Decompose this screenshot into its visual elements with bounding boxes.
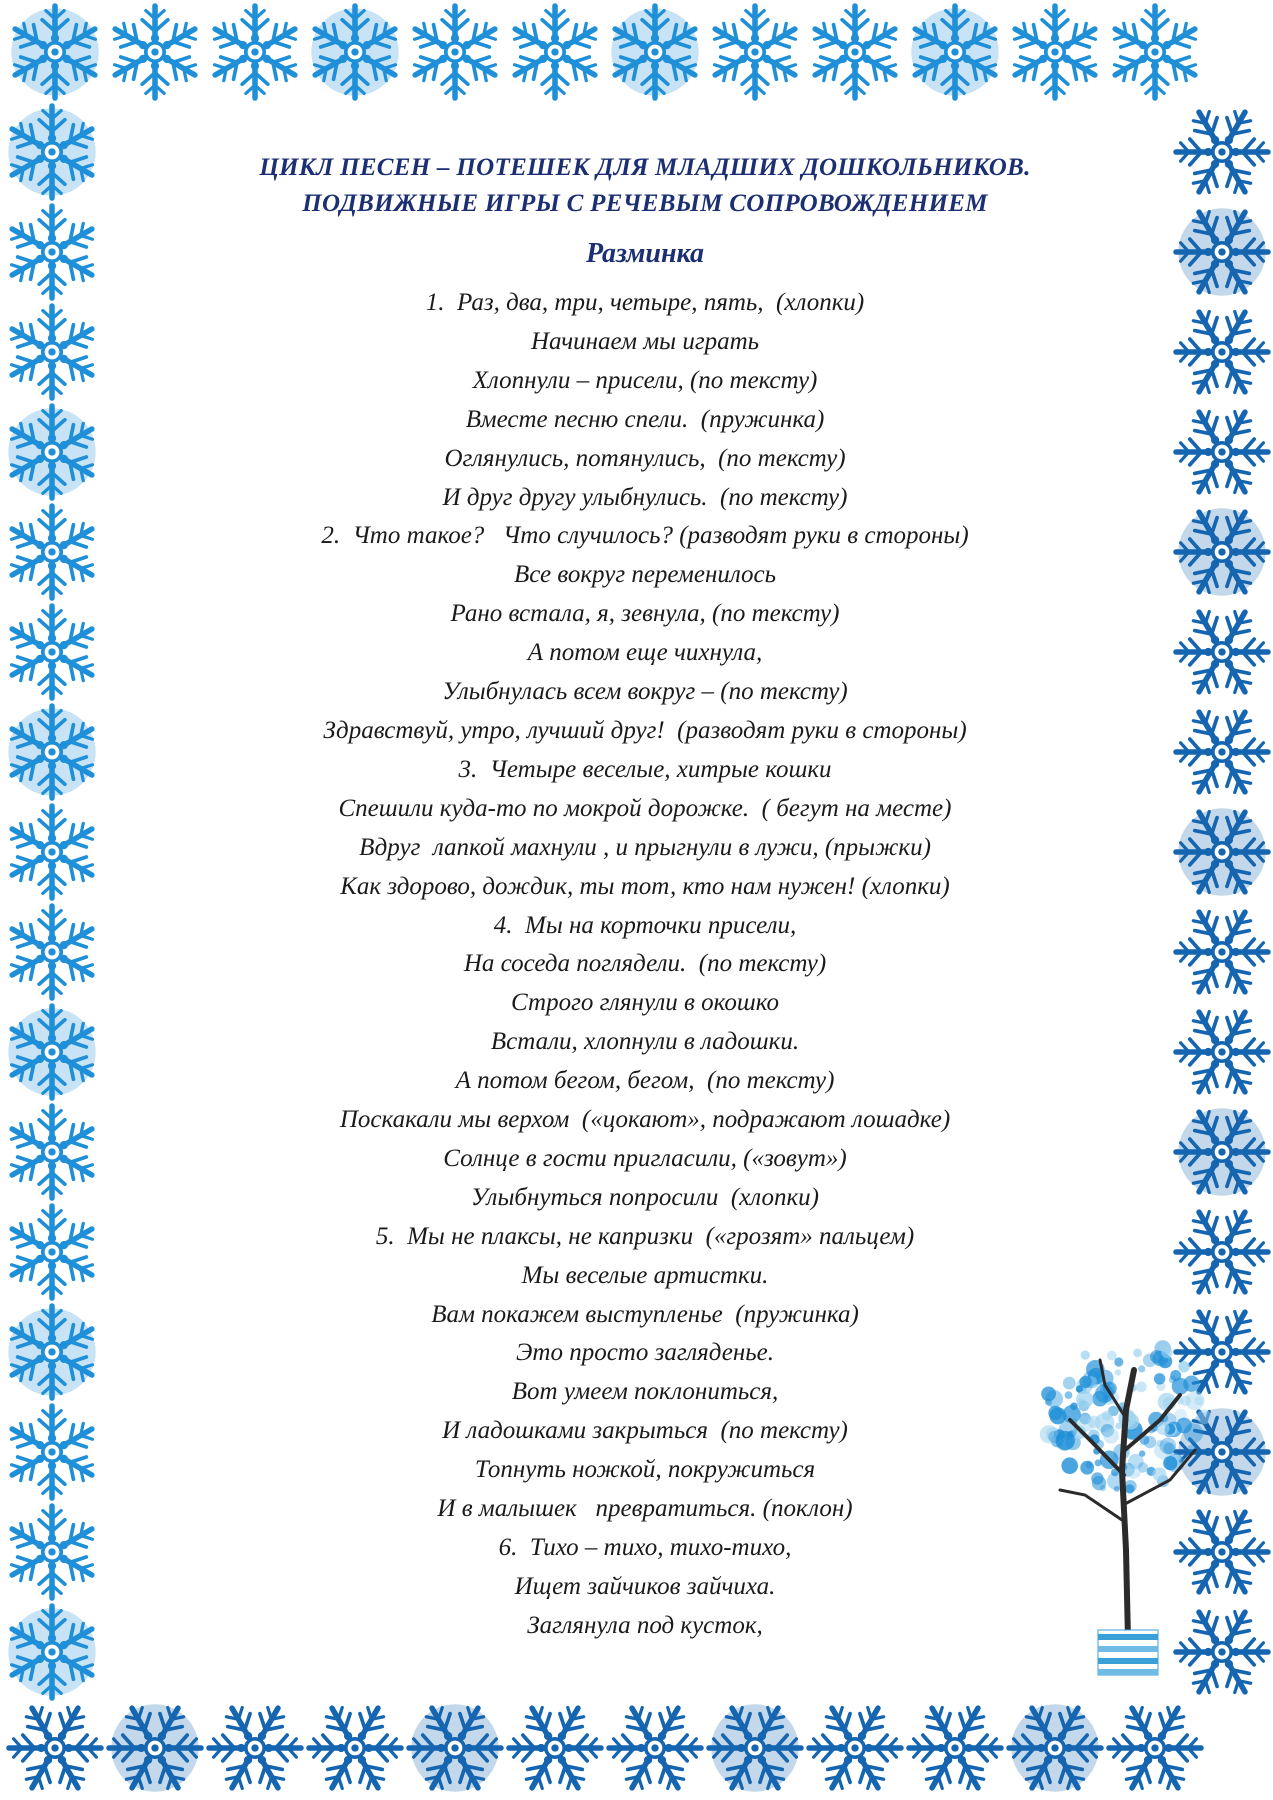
poem-line: И ладошками закрыться (по тексту)	[442, 1417, 848, 1445]
poem-line: На соседа поглядели. (по тексту)	[463, 950, 827, 978]
snowflake-icon	[6, 806, 99, 898]
snowflake-icon	[309, 6, 402, 98]
poem-line: Здравствуй, утро, лучший друг! (разводят руки в стороны)	[323, 716, 967, 744]
poem-line: Это просто загляденье.	[516, 1339, 774, 1367]
snowflake-icon	[9, 1702, 101, 1795]
poem-line: Вдруг лапкой махнули , и прыгнули в лужи, (прыжки)	[359, 833, 931, 861]
snowflake-icon	[709, 1702, 801, 1795]
poem-line: 5. Мы не плаксы, не капризки («грозят» пальцем)	[375, 1222, 915, 1250]
poem-line: И в малышек превратиться. (поклон)	[437, 1495, 853, 1523]
poem-line: Мы веселые артистки.	[521, 1261, 769, 1289]
poem-line: Хлопнули – присели, (по тексту)	[472, 366, 818, 394]
poem-line: Все вокруг переменилось	[513, 561, 777, 589]
snowflake-icon	[6, 606, 99, 698]
snowflake-icon	[209, 6, 302, 98]
poem-line: Оглянулись, потянулись, (по тексту)	[444, 444, 846, 472]
poem-line: Встали, хлопнули в ладошки.	[490, 1028, 800, 1056]
poem-line: Рано встала, я, зевнула, (по тексту)	[450, 600, 840, 628]
snowflake-icon	[1176, 1006, 1268, 1099]
poem-line: Ищет зайчиков зайчиха.	[514, 1572, 776, 1600]
poem-line: Солнце в гости пригласили, («зовут»)	[443, 1144, 847, 1172]
poem-line: Заглянула под кусток,	[527, 1611, 763, 1639]
snowflake-icon	[1109, 6, 1202, 98]
poem-line: 2. Что такое? Что случилось? (разводят руки в стороны)	[321, 522, 969, 550]
poem-line: 6. Тихо – тихо, тихо-тихо,	[498, 1534, 792, 1561]
snowflake-icon	[6, 906, 99, 998]
poem-line: Вам покажем выступленье (пружинка)	[431, 1300, 859, 1328]
snowflake-icon	[9, 6, 102, 98]
snowflake-icon	[1109, 1702, 1201, 1795]
snowflake-icon	[6, 206, 99, 298]
poem-line: Улыбнулась всем вокруг – (по тексту)	[442, 678, 848, 706]
snowflake-icon	[809, 6, 902, 98]
snowflake-icon	[909, 6, 1002, 98]
snowflake-icon	[1009, 6, 1102, 98]
snowflake-icon	[309, 1702, 401, 1795]
snowflake-icon	[1176, 606, 1268, 699]
snowflake-icon	[709, 6, 802, 98]
snowflake-icon	[6, 306, 99, 398]
poem-line: 4. Мы на корточки присели,	[493, 911, 797, 939]
snowflake-icon	[1176, 306, 1268, 399]
snowflake-icon	[1176, 1206, 1268, 1299]
snowflake-icon	[109, 1702, 201, 1795]
poem-lines	[140, 284, 1150, 1646]
document-body	[140, 150, 1150, 1646]
snowflake-icon	[6, 106, 99, 198]
poem-line: Вот умеем поклониться,	[511, 1378, 779, 1406]
poem-line: Улыбнуться попросили (хлопки)	[470, 1183, 820, 1211]
title-line-2: ПОДВИЖНЫЕ ИГРЫ С РЕЧЕВЫМ СОПРОВОЖДЕНИЕМ	[302, 190, 988, 217]
title-line-1: ЦИКЛ ПЕСЕН – ПОТЕШЕК ДЛЯ МЛАДШИХ ДОШКОЛЬНИКОВ.	[259, 154, 1031, 181]
snowflake-icon	[1176, 706, 1268, 799]
poem-line: Как здорово, дождик, ты тот, кто нам нужен! (хлопки)	[340, 872, 950, 900]
flower-pot	[1098, 1630, 1158, 1675]
poem-line: Вместе песню спели. (пружинка)	[465, 405, 825, 433]
snowflake-icon	[509, 6, 602, 98]
snowflake-icon	[1176, 106, 1268, 199]
section-heading: Разминка	[585, 238, 705, 269]
tree-icon	[1030, 1300, 1220, 1680]
snowflake-icon	[1176, 206, 1268, 299]
snowflake-icon	[609, 6, 702, 98]
snowflake-icon	[1009, 1702, 1101, 1795]
snowflake-icon	[6, 1006, 99, 1098]
snowflake-icon	[6, 1406, 99, 1498]
snowflake-icon	[509, 1702, 601, 1795]
snowflake-icon	[1176, 1106, 1268, 1199]
snowflake-icon	[1176, 906, 1268, 999]
snowflake-icon	[6, 406, 99, 498]
snowflake-icon	[1176, 806, 1268, 899]
snowflake-icon	[6, 1606, 99, 1698]
snowflake-icon	[1176, 406, 1268, 499]
poem-line: А потом бегом, бегом, (по тексту)	[455, 1067, 835, 1095]
poem-line: Поскакали мы верхом («цокают», подражают лошадке)	[339, 1106, 951, 1134]
snowflake-icon	[6, 1206, 99, 1298]
poem-line: Начинаем мы играть	[530, 327, 760, 355]
snowflake-icon	[6, 1306, 99, 1398]
poem-line: А потом еще чихнула,	[527, 639, 763, 667]
snowflake-icon	[409, 6, 502, 98]
snowflake-icon	[6, 506, 99, 598]
snowflake-icon	[6, 1106, 99, 1198]
snowflake-icon	[109, 6, 202, 98]
snowflake-icon	[409, 1702, 501, 1795]
poem-line: 3. Четыре веселые, хитрые кошки	[458, 755, 832, 783]
poem-line: Спешили куда-то по мокрой дорожке. ( бегут на месте)	[338, 794, 952, 822]
snowflake-icon	[6, 1506, 99, 1598]
snowflake-icon	[609, 1702, 701, 1795]
snowflake-icon	[1176, 506, 1268, 599]
poem-line: И друг другу улыбнулись. (по тексту)	[442, 483, 848, 511]
snowflake-icon	[209, 1702, 301, 1795]
document-title	[140, 150, 1150, 222]
poem-line: Топнуть ножкой, покружиться	[474, 1456, 816, 1484]
snowflake-icon	[909, 1702, 1001, 1795]
snowflake-icon	[6, 706, 99, 798]
poem-line: Строго глянули в окошко	[511, 989, 779, 1017]
snowflake-icon	[809, 1702, 901, 1795]
poem-line: 1. Раз, два, три, четыре, пять, (хлопки)	[425, 289, 865, 316]
